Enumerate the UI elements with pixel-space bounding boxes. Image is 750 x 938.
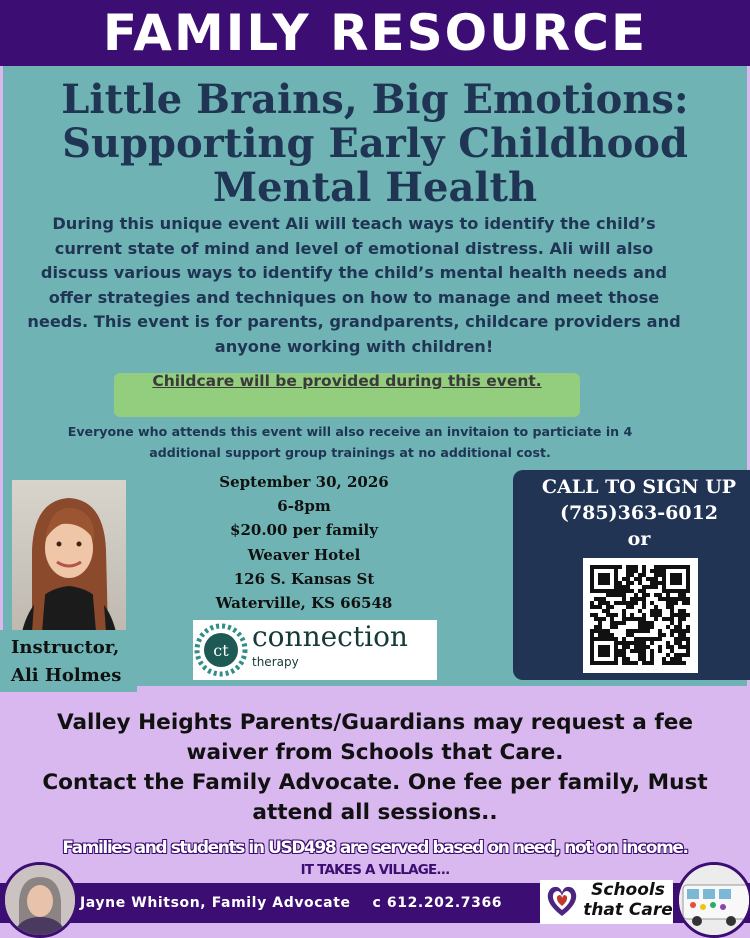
waiver-line: waiver from Schools that Care. [186, 740, 564, 765]
fee-waiver-note [0, 708, 750, 828]
event-time: 6-8pm [277, 497, 331, 516]
event-street: 126 S. Kansas St [233, 569, 375, 588]
advocate-contact [80, 893, 540, 913]
event-title [0, 78, 750, 210]
invite-note [20, 421, 680, 463]
village-tagline: IT TAKES A VILLAGE... [300, 862, 450, 878]
advocate-avatar [2, 862, 78, 938]
signup-heading: CALL TO SIGN UP [541, 476, 737, 498]
description-line: current state of mind and level of emotional distress. Ali will also [54, 238, 654, 258]
invite-line: additional support group trainings at no additional cost. [149, 445, 551, 460]
served-statement: Families and students in USD498 are served based on need, not on income. [62, 838, 688, 858]
description-line: discuss various ways to identify the child’s mental health needs and [40, 263, 668, 282]
instructor-photo [12, 480, 126, 632]
header-title: FAMILY RESOURCE [102, 4, 648, 62]
advocate-name: Jayne Whitson, Family Advocate [80, 895, 351, 911]
waiver-line: Contact the Family Advocate. One fee per family, Must [42, 770, 708, 795]
event-title-line: Mental Health [212, 164, 538, 211]
event-date: September 30, 2026 [219, 473, 389, 491]
logo-subtitle: therapy [252, 655, 299, 669]
logo-mark: ct [213, 641, 229, 660]
advocate-phone[interactable]: c 612.202.7366 [372, 895, 503, 911]
org-name-line2: that Care [583, 900, 673, 920]
logo-wordmark: connection [252, 620, 408, 653]
signup-text [513, 474, 750, 552]
event-description [4, 212, 704, 359]
event-venue: Weaver Hotel [247, 545, 361, 564]
waiver-line: attend all sessions.. [252, 800, 498, 825]
instructor-name: Ali Holmes [11, 665, 122, 686]
description-line: needs. This event is for parents, grandparents, childcare providers and [27, 312, 681, 331]
event-title-line: Supporting Early Childhood [62, 120, 688, 167]
bus-photo [676, 862, 750, 938]
description-line: offer strategies and techniques on how to manage and meet those [48, 287, 660, 307]
schools-that-care-wordmark [580, 880, 676, 920]
signup-or: or [627, 528, 651, 550]
qr-code-icon[interactable] [583, 558, 698, 673]
invite-line: Everyone who attends this event will also receive an invitaion to particiate in 4 [67, 424, 633, 439]
event-price: $20.00 per family [230, 521, 378, 540]
event-title-line: Little Brains, Big Emotions: [61, 76, 689, 123]
signup-phone[interactable]: (785)363-6012 [559, 502, 719, 524]
instructor-label [11, 634, 141, 690]
event-details [192, 470, 416, 615]
instructor-title: Instructor, [11, 637, 120, 658]
waiver-line: Valley Heights Parents/Guardians may request a fee [56, 710, 694, 735]
description-line: anyone working with children! [214, 336, 494, 356]
event-city: Waterville, KS 66548 [215, 594, 393, 613]
childcare-note: Childcare will be provided during this event. [152, 372, 542, 390]
description-line: During this unique event Ali will teach ways to identify the child’s [52, 214, 656, 233]
org-name-line1: Schools [591, 880, 665, 900]
